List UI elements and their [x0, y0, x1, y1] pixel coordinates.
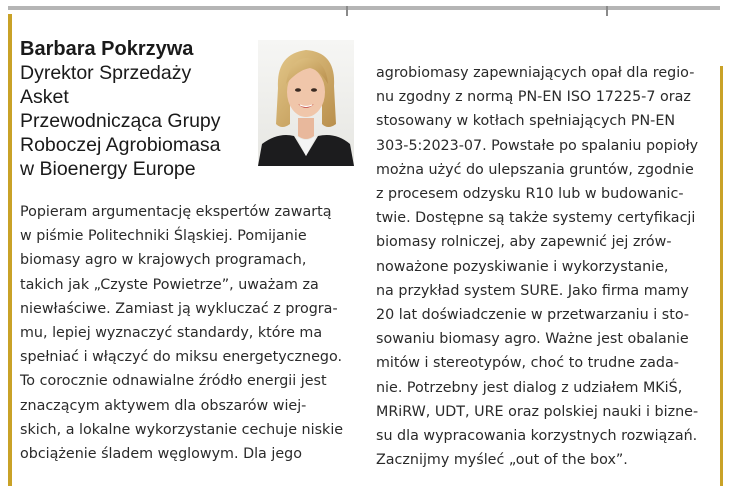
text-line: nie. Potrzebny jest dialog z udziałem MKiŚ, [376, 379, 683, 396]
top-rule [8, 6, 720, 10]
left-column-text [20, 200, 358, 466]
author-role-line: Dyrektor Sprzedaży [20, 62, 192, 84]
text-line: z procesem odzysku R10 lub w budowanic- [376, 186, 684, 203]
text-line: można użyć do ulepszania gruntów, zgodnie [376, 161, 694, 178]
text-line: obciążenie śladem węglowym. Dla jego [20, 446, 302, 463]
text-line: na przykład system SURE. Jako firma mamy [376, 282, 689, 299]
text-line: twie. Dostępne są także systemy certyfikacji [376, 210, 696, 227]
text-line: To corocznie odnawialne źródło energii jest [20, 373, 327, 390]
text-line: stosowany w kotłach spełniających PN-EN [376, 113, 676, 130]
portrait-photo-icon [258, 40, 354, 166]
text-line: znaczącym aktywem dla obszarów wiej- [20, 397, 307, 414]
text-line: Zacznijmy myśleć „out of the box”. [376, 452, 628, 469]
top-rule-tick [346, 6, 348, 16]
author-role-line: Roboczej Agrobiomasa [20, 134, 221, 156]
text-line: 20 lat doświadczenie w przetwarzaniu i sto- [376, 307, 690, 324]
right-accent-bar [720, 66, 723, 486]
author-name: Barbara Pokrzywa [20, 38, 194, 60]
text-line: mitów i stereotypów, choć to trudne zada- [376, 355, 679, 372]
text-line: sowaniu biomasy agro. Ważne jest obalanie [376, 331, 689, 348]
text-line: w piśmie Politechniki Śląskiej. Pomijanie [20, 228, 307, 245]
text-line: Popieram argumentację ekspertów zawartą [20, 204, 332, 220]
right-column-text [376, 61, 716, 472]
text-line: noważone pozyskiwanie i wykorzystanie, [376, 258, 669, 275]
text-line: biomasy rolniczej, aby zapewnić jej zrów- [376, 234, 672, 251]
text-line: su dla wypracowania korzystnych rozwiązań. [376, 428, 698, 445]
author-role-line: Asket [20, 86, 69, 108]
text-line: biomasy agro w krajowych programach, [20, 252, 307, 269]
top-rule-tick [606, 6, 608, 16]
text-line: nu zgodny z normą PN-EN ISO 17225-7 oraz [376, 89, 691, 106]
text-line: niewłaściwe. Zamiast ją wykluczać z progra- [20, 300, 338, 317]
author-role-line: w Bioenergy Europe [20, 158, 196, 180]
author-roles [20, 61, 260, 181]
author-role-line: Przewodnicząca Grupy [20, 110, 221, 132]
author-photo [258, 40, 354, 166]
text-line: 303-5:2023-07. Powstałe po spalaniu popioły [376, 137, 699, 154]
text-line: MRiRW, UDT, URE oraz polskiej nauki i bizne- [376, 403, 699, 420]
text-line: agrobiomasy zapewniających opał dla regio- [376, 65, 695, 81]
left-accent-bar [8, 14, 12, 486]
text-line: spełniać i włączyć do miksu energetycznego. [20, 349, 343, 366]
text-line: takich jak „Czyste Powietrze”, uważam za [20, 276, 319, 293]
text-line: mu, lepiej wyznaczyć standardy, które ma [20, 325, 323, 342]
text-line: skich, a lokalne wykorzystanie cechuje niskie [20, 421, 344, 438]
